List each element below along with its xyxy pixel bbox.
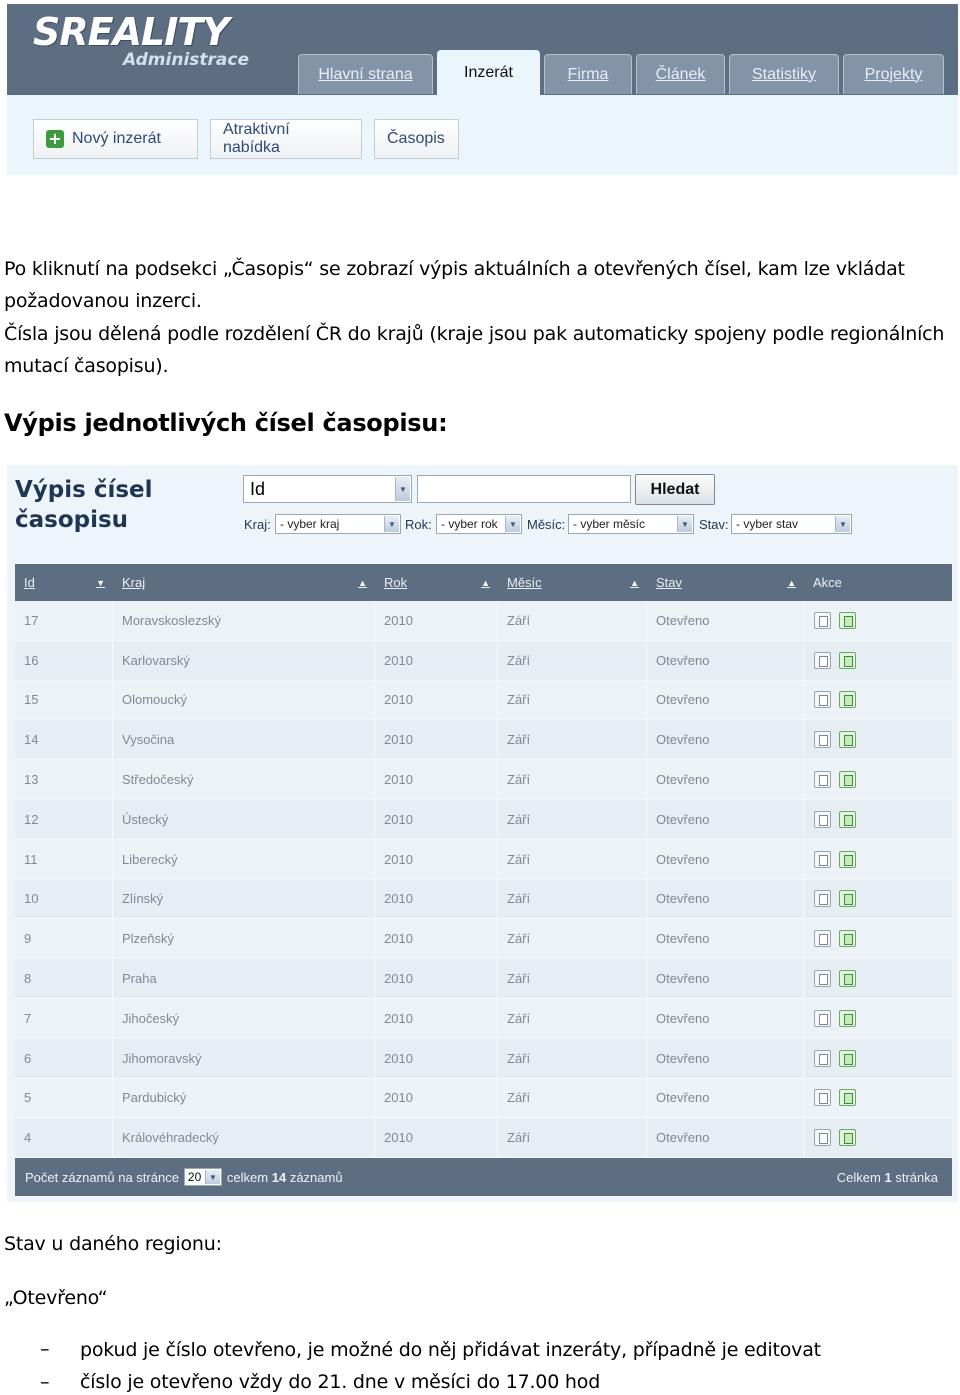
cell-month: Září	[498, 840, 647, 879]
add-ad-icon[interactable]	[839, 930, 856, 947]
search-field-value: Id	[250, 479, 266, 499]
cell-status: Otevřeno	[647, 880, 804, 919]
detail-icon[interactable]	[814, 731, 831, 748]
year-filter-label: Rok:	[405, 517, 432, 532]
cell-region: Ústecký	[113, 800, 375, 839]
cell-status: Otevřeno	[647, 999, 804, 1038]
tab-hlavni-strana[interactable]: Hlavní strana	[298, 54, 433, 94]
cell-region: Středočeský	[113, 760, 375, 799]
status-filter-label: Stav:	[699, 517, 729, 532]
paragraph-1-line-2: požadovanou inzerci.	[4, 290, 202, 312]
cell-year: 2010	[375, 1039, 498, 1078]
bullet-dash: –	[40, 1371, 50, 1393]
status-name: „Otevřeno“	[4, 1287, 108, 1309]
cell-actions	[804, 840, 952, 879]
add-ad-icon[interactable]	[839, 970, 856, 987]
cell-region: Pardubický	[113, 1079, 375, 1118]
add-ad-icon[interactable]	[839, 811, 856, 828]
table-row	[15, 999, 952, 1039]
magazine-listing-panel	[7, 465, 958, 1202]
cell-month: Září	[498, 999, 647, 1038]
column-header-actions: Akce	[813, 575, 842, 590]
add-ad-icon[interactable]	[839, 1050, 856, 1067]
total-count: 14	[271, 1169, 287, 1185]
chevron-down-icon: ▼	[395, 477, 410, 501]
cell-region: Plzeňský	[113, 919, 375, 958]
detail-icon[interactable]	[814, 851, 831, 868]
bullet-item-2: číslo je otevřeno vždy do 21. dne v měsíci do 17.00 hod	[80, 1371, 601, 1393]
cell-actions	[804, 720, 952, 759]
month-filter-select[interactable]	[568, 514, 694, 534]
per-page-value: 20	[187, 1170, 202, 1185]
cell-actions	[804, 601, 952, 640]
page-count: Celkem 1 stránka	[836, 1169, 938, 1185]
cell-id: 16	[15, 641, 113, 680]
sreality-logo[interactable]	[33, 12, 249, 70]
cell-region: Vysočina	[113, 720, 375, 759]
cell-month: Září	[498, 880, 647, 919]
new-ad-label: Nový inzerát	[72, 130, 161, 147]
sort-asc-icon[interactable]: ▲	[481, 577, 490, 588]
sort-asc-icon[interactable]: ▲	[358, 577, 367, 588]
cell-region: Zlínský	[113, 880, 375, 919]
cell-year: 2010	[375, 959, 498, 998]
chevron-down-icon: ▼	[505, 516, 520, 532]
cell-status: Otevřeno	[647, 800, 804, 839]
cell-actions	[804, 1118, 952, 1157]
cell-status: Otevřeno	[647, 760, 804, 799]
table-row	[15, 1079, 952, 1119]
cell-status: Otevřeno	[647, 681, 804, 720]
paragraph-1-line-1: Po kliknutí na podsekci „Časopis“ se zobrazí výpis aktuálních a otevřených čísel, kam lze vkládat	[4, 258, 905, 280]
region-filter-select[interactable]	[275, 514, 401, 534]
table-row	[15, 601, 952, 641]
detail-icon[interactable]	[814, 771, 831, 788]
add-ad-icon[interactable]	[839, 652, 856, 669]
column-header-status[interactable]: Stav ▲	[656, 575, 796, 590]
cell-region: Královéhradecký	[113, 1118, 375, 1157]
table-body	[15, 601, 952, 1158]
bullet-dash: –	[40, 1338, 50, 1360]
cell-status: Otevřeno	[647, 919, 804, 958]
cell-id: 14	[15, 720, 113, 759]
bullet-item-1: pokud je číslo otevřeno, je možné do něj přidávat inzeráty, případně je editovat	[80, 1339, 821, 1361]
cell-year: 2010	[375, 681, 498, 720]
table-row	[15, 760, 952, 800]
add-ad-icon[interactable]	[839, 771, 856, 788]
detail-icon[interactable]	[814, 1129, 831, 1146]
table-row	[15, 840, 952, 880]
detail-icon[interactable]	[814, 970, 831, 987]
panel-title-line-1: Výpis čísel	[15, 477, 153, 503]
table-footer	[15, 1158, 952, 1196]
year-filter-value: - vyber rok	[441, 517, 498, 531]
per-page-select[interactable]	[184, 1168, 222, 1186]
section-heading: Výpis jednotlivých čísel časopisu:	[4, 409, 448, 437]
paragraph-2-line-2: mutací časopisu).	[4, 355, 169, 377]
cell-year: 2010	[375, 800, 498, 839]
cell-month: Září	[498, 1118, 647, 1157]
detail-icon[interactable]	[814, 691, 831, 708]
chevron-down-icon: ▼	[835, 516, 850, 532]
cell-region: Jihočeský	[113, 999, 375, 1038]
cell-id: 8	[15, 959, 113, 998]
chevron-down-icon: ▼	[384, 516, 399, 532]
cell-status: Otevřeno	[647, 840, 804, 879]
magazine-table	[15, 564, 952, 1196]
cell-region: Liberecký	[113, 840, 375, 879]
cell-status: Otevřeno	[647, 601, 804, 640]
cell-id: 12	[15, 800, 113, 839]
region-filter-value: - vyber kraj	[280, 517, 340, 531]
column-header-region[interactable]: Kraj ▲	[122, 575, 367, 590]
column-header-year[interactable]: Rok ▲	[384, 575, 490, 590]
table-row	[15, 1118, 952, 1158]
add-ad-icon[interactable]	[839, 890, 856, 907]
cell-month: Září	[498, 720, 647, 759]
month-filter-label: Měsíc:	[527, 517, 566, 532]
search-field-select[interactable]	[243, 475, 412, 503]
cell-actions	[804, 999, 952, 1038]
add-ad-icon[interactable]	[839, 1129, 856, 1146]
chevron-down-icon: ▼	[205, 1170, 220, 1184]
cell-actions	[804, 681, 952, 720]
table-row	[15, 681, 952, 721]
cell-year: 2010	[375, 601, 498, 640]
sub-navigation	[7, 95, 958, 175]
tab-firma[interactable]: Firma	[544, 54, 632, 94]
magazine-button[interactable]: Časopis	[374, 119, 459, 159]
cell-status: Otevřeno	[647, 959, 804, 998]
cell-actions	[804, 641, 952, 680]
cell-year: 2010	[375, 1118, 498, 1157]
add-ad-icon[interactable]	[839, 691, 856, 708]
cell-year: 2010	[375, 720, 498, 759]
sort-asc-icon[interactable]: ▲	[630, 577, 639, 588]
tab-inzerat[interactable]: Inzerát	[437, 50, 540, 95]
tab-projekty[interactable]: Projekty	[843, 54, 944, 94]
cell-actions	[804, 760, 952, 799]
table-row	[15, 720, 952, 760]
cell-id: 17	[15, 601, 113, 640]
panel-title	[15, 475, 153, 535]
tab-statistiky[interactable]: Statistiky	[729, 54, 839, 94]
sort-desc-icon[interactable]: ▼	[96, 577, 105, 588]
region-filter-label: Kraj:	[244, 517, 271, 532]
new-ad-button[interactable]	[33, 119, 198, 159]
column-header-id[interactable]: Id ▼	[24, 575, 105, 590]
cell-actions	[804, 959, 952, 998]
table-row	[15, 1039, 952, 1079]
cell-id: 5	[15, 1079, 113, 1118]
logo-sub-text: Administrace	[123, 50, 249, 70]
cell-year: 2010	[375, 1079, 498, 1118]
cell-id: 15	[15, 681, 113, 720]
cell-month: Září	[498, 800, 647, 839]
paragraph-2-line-1: Čísla jsou dělená podle rozdělení ČR do krajů (kraje jsou pak automaticky spojeny podle regionálních	[4, 323, 945, 345]
cell-status: Otevřeno	[647, 1039, 804, 1078]
detail-icon[interactable]	[814, 612, 831, 629]
cell-status: Otevřeno	[647, 641, 804, 680]
detail-icon[interactable]	[814, 652, 831, 669]
attractive-offer-button[interactable]: Atraktivní nabídka	[210, 119, 362, 159]
status-intro: Stav u daného regionu:	[4, 1233, 222, 1255]
table-row	[15, 919, 952, 959]
chevron-down-icon: ▼	[677, 516, 692, 532]
detail-icon[interactable]	[814, 890, 831, 907]
cell-id: 6	[15, 1039, 113, 1078]
cell-region: Praha	[113, 959, 375, 998]
admin-header	[7, 4, 958, 95]
cell-actions	[804, 1039, 952, 1078]
status-filter-select[interactable]	[731, 514, 852, 534]
logo-main-text: SREALITY	[33, 10, 229, 54]
cell-id: 4	[15, 1118, 113, 1157]
search-input[interactable]	[417, 475, 631, 503]
cell-status: Otevřeno	[647, 720, 804, 759]
tab-clanek[interactable]: Článek	[636, 54, 725, 94]
cell-id: 7	[15, 999, 113, 1038]
detail-icon[interactable]	[814, 1050, 831, 1067]
add-ad-icon[interactable]	[839, 1089, 856, 1106]
cell-month: Září	[498, 1079, 647, 1118]
plus-icon: +	[46, 130, 64, 148]
cell-region: Olomoucký	[113, 681, 375, 720]
cell-region: Karlovarský	[113, 641, 375, 680]
cell-region: Moravskoslezský	[113, 601, 375, 640]
main-tabs	[298, 50, 948, 95]
add-ad-icon[interactable]	[839, 731, 856, 748]
table-row	[15, 880, 952, 920]
cell-month: Září	[498, 919, 647, 958]
cell-month: Září	[498, 681, 647, 720]
table-row	[15, 641, 952, 681]
cell-id: 11	[15, 840, 113, 879]
detail-icon[interactable]	[814, 930, 831, 947]
cell-actions	[804, 1079, 952, 1118]
search-button[interactable]: Hledat	[635, 474, 715, 505]
cell-month: Září	[498, 959, 647, 998]
month-filter-value: - vyber měsíc	[573, 517, 646, 531]
cell-month: Září	[498, 1039, 647, 1078]
add-ad-icon[interactable]	[839, 851, 856, 868]
table-row	[15, 800, 952, 840]
cell-id: 13	[15, 760, 113, 799]
total-prefix: celkem	[226, 1169, 269, 1185]
cell-month: Září	[498, 641, 647, 680]
detail-icon[interactable]	[814, 1089, 831, 1106]
cell-month: Září	[498, 601, 647, 640]
cell-year: 2010	[375, 641, 498, 680]
cell-year: 2010	[375, 919, 498, 958]
table-row	[15, 959, 952, 999]
cell-actions	[804, 919, 952, 958]
cell-year: 2010	[375, 760, 498, 799]
detail-icon[interactable]	[814, 1010, 831, 1027]
add-ad-icon[interactable]	[839, 612, 856, 629]
cell-actions	[804, 880, 952, 919]
cell-actions	[804, 800, 952, 839]
cell-id: 9	[15, 919, 113, 958]
cell-status: Otevřeno	[647, 1079, 804, 1118]
add-ad-icon[interactable]	[839, 1010, 856, 1027]
status-filter-value: - vyber stav	[736, 517, 799, 531]
cell-id: 10	[15, 880, 113, 919]
cell-year: 2010	[375, 880, 498, 919]
cell-region: Jihomoravský	[113, 1039, 375, 1078]
cell-year: 2010	[375, 840, 498, 879]
total-suffix: záznamů	[289, 1169, 343, 1185]
panel-title-line-2: časopisu	[15, 507, 129, 533]
cell-month: Září	[498, 760, 647, 799]
cell-status: Otevřeno	[647, 1118, 804, 1157]
table-header	[15, 564, 952, 601]
cell-year: 2010	[375, 999, 498, 1038]
detail-icon[interactable]	[814, 811, 831, 828]
per-page-label: Počet záznamů na stránce	[25, 1169, 179, 1185]
sort-asc-icon[interactable]: ▲	[787, 577, 796, 588]
year-filter-select[interactable]	[436, 514, 522, 534]
column-header-month[interactable]: Měsíc ▲	[507, 575, 639, 590]
